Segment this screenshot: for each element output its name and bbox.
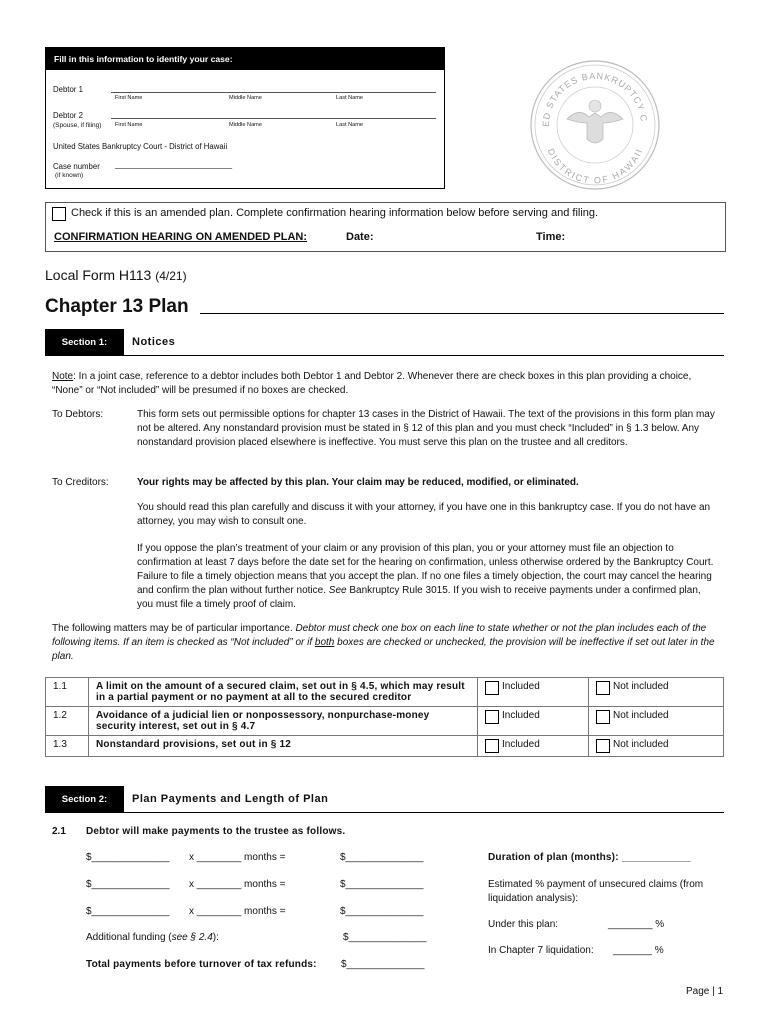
payment-total-field[interactable]: $______________	[340, 852, 424, 863]
table-row	[46, 678, 724, 707]
section1-label: Section 1:	[45, 329, 124, 356]
court-name: United States Bankruptcy Court - District of Hawaii	[53, 142, 228, 151]
additional-see: see § 2.4	[171, 932, 213, 943]
section2-title: Plan Payments and Length of Plan	[132, 793, 329, 805]
section2-label: Section 2:	[45, 786, 124, 813]
payment-amount-field[interactable]: $______________	[86, 879, 170, 890]
table-row	[46, 736, 724, 757]
payment-amount-field[interactable]: $______________	[86, 906, 170, 917]
hearing-label: CONFIRMATION HEARING ON AMENDED PLAN:	[54, 231, 307, 243]
title-rule	[200, 313, 724, 314]
item-text: A limit on the amount of a secured claim, set out in § 4.5, which may result in a partial payment or no payment at all to the secured creditor	[89, 678, 478, 707]
not-included-checkbox[interactable]	[596, 681, 610, 695]
matters-c: boxes are checked or unchecked, the provision will be ineffective if set out later in the plan.	[52, 637, 715, 662]
to-debtors-label: To Debtors:	[52, 409, 104, 420]
included-checkbox[interactable]	[485, 739, 499, 753]
debtor2-name-field[interactable]	[111, 118, 436, 119]
court-seal	[527, 57, 663, 193]
last-name-caption: Last Name	[336, 122, 364, 128]
creditors-paragraph-3	[137, 542, 719, 612]
case-info-box	[45, 47, 445, 189]
to-creditors-label: To Creditors:	[52, 477, 109, 488]
under-plan-label: Under this plan:	[488, 919, 559, 930]
case-number-label: Case number	[53, 162, 100, 171]
case-number-field[interactable]: ___________________________	[115, 160, 233, 169]
case-number-sub: (if known)	[55, 172, 84, 179]
included-label: Included	[502, 739, 540, 750]
item-text: Nonstandard provisions, set out in § 12	[89, 736, 478, 757]
p21-text: Debtor will make payments to the trustee as follows.	[86, 826, 346, 837]
to-debtors-text: This form sets out permissible options for chapter 13 cases in the District of Hawaii. The text of the provisions in this form plan may not be altered. Any nonstandard provision must be stated in § 12 of this plan and you must check “Included” in § 1.3 below. Any nonstandard provision placed elsewhere is ineffective. You must serve this plan on the trustee and all creditors.	[137, 409, 715, 448]
hearing-date-label: Date:	[346, 231, 374, 243]
debtor2-label: Debtor 2	[53, 111, 83, 120]
additional-a: Additional funding (	[86, 932, 172, 943]
amended-plan-box	[45, 202, 726, 252]
form-id	[45, 267, 187, 283]
included-checkbox[interactable]	[485, 710, 499, 724]
hearing-time-label: Time:	[536, 231, 566, 243]
payment-total-field[interactable]: $______________	[340, 906, 424, 917]
total-payments-field[interactable]: $______________	[341, 959, 425, 970]
form-id-name: Local Form H113	[45, 267, 152, 283]
case-info-header: Fill in this information to identify your case:	[46, 48, 444, 70]
not-included-label: Not included	[613, 739, 669, 750]
creditors-p3-b: Bankruptcy Rule 3015. If you wish to receive payments under a confirmed plan, you must file a timely proof of claim.	[137, 585, 701, 610]
item-number: 1.2	[46, 707, 89, 736]
note-text: : In a joint case, reference to a debtor includes both Debtor 1 and Debtor 2. Whenever there are check boxes in this plan providing a choice, “None” or “Not included” will be presumed if no boxes are checked.	[52, 371, 692, 396]
form-id-date: (4/21)	[155, 269, 187, 283]
under-plan-field[interactable]: ________ %	[608, 919, 665, 930]
payment-amount-field[interactable]: $______________	[86, 852, 170, 863]
total-payments-label: Total payments before turnover of tax refunds:	[86, 959, 317, 970]
svg-text:DISTRICT OF HAWAII	[546, 147, 645, 186]
plan-items-table	[45, 677, 724, 757]
not-included-checkbox[interactable]	[596, 710, 610, 724]
first-name-caption: First Name	[115, 122, 143, 128]
included-label: Included	[502, 710, 540, 721]
note-paragraph	[52, 370, 718, 398]
additional-funding-label	[86, 931, 219, 945]
middle-name-caption: Middle Name	[229, 95, 262, 101]
section1-title: Notices	[132, 336, 176, 348]
not-included-label: Not included	[613, 681, 669, 692]
creditors-paragraph-2: You should read this plan carefully and discuss it with your attorney, if you have one in this bankruptcy case. If you do not have an attorney, you may wish to consult one.	[137, 502, 711, 527]
matters-a: The following matters may be of particular importance.	[52, 623, 296, 634]
seal-bottom-text: DISTRICT OF HAWAII	[545, 146, 645, 186]
debtor1-name-field[interactable]	[111, 92, 436, 93]
not-included-label: Not included	[613, 710, 669, 721]
chapter7-label: In Chapter 7 liquidation:	[488, 945, 594, 956]
p21-number: 2.1	[52, 826, 66, 837]
amended-plan-text: Check if this is an amended plan. Complete confirmation hearing information below before serving and filing.	[71, 207, 599, 219]
payment-months-field[interactable]: x ________ months =	[189, 879, 286, 890]
amended-plan-checkbox[interactable]	[52, 207, 66, 221]
table-row	[46, 707, 724, 736]
item-number: 1.3	[46, 736, 89, 757]
seal-top-text: ED STATES BANKRUPTCY C	[540, 70, 650, 127]
first-name-caption: First Name	[115, 95, 143, 101]
item-text: Avoidance of a judicial lien or nonpossessory, nonpurchase-money security interest, set out in § 4.7	[89, 707, 478, 736]
payment-months-field[interactable]: x ________ months =	[189, 852, 286, 863]
duration-field[interactable]: Duration of plan (months): ____________	[488, 852, 691, 863]
additional-funding-field[interactable]: $______________	[343, 932, 427, 943]
last-name-caption: Last Name	[336, 95, 364, 101]
creditors-p3-see: See	[328, 585, 347, 596]
page-number: Page | 1	[686, 986, 724, 997]
middle-name-caption: Middle Name	[229, 122, 262, 128]
debtor1-label: Debtor 1	[53, 85, 83, 94]
matters-both: both	[314, 637, 335, 648]
additional-b: ):	[212, 932, 219, 943]
section2-rule	[124, 812, 724, 813]
note-label: Note	[52, 371, 74, 382]
creditors-p3-a: If you oppose the plan’s treatment of your claim or any provision of this plan, you or your attorney must file an objection to confirmation at least 7 days before the date set for the hearing on confirmation, unless otherwise ordered by the Bankruptcy Court. Failure to file a timely objection means that you accept the plan. If no one files a timely objection, the court may cancel the hearing and confirm the plan without further notice.	[137, 543, 714, 596]
included-label: Included	[502, 681, 540, 692]
matters-paragraph	[52, 622, 718, 664]
included-checkbox[interactable]	[485, 681, 499, 695]
page-title: Chapter 13 Plan	[45, 296, 189, 317]
item-number: 1.1	[46, 678, 89, 707]
chapter7-field[interactable]: _______ %	[613, 945, 664, 956]
not-included-checkbox[interactable]	[596, 739, 610, 753]
section1-rule	[124, 355, 724, 356]
to-creditors-warning: Your rights may be affected by this plan. Your claim may be reduced, modified, or eliminated.	[137, 477, 579, 488]
estimated-label: Estimated % payment of unsecured claims (from liquidation analysis):	[488, 879, 704, 904]
matters-b: Debtor must check one box on each line to state whether or not the plan includes each of the following items. If an item is checked as “Not included” or if	[52, 623, 707, 648]
debtor2-sub: (Spouse, if filing)	[53, 122, 102, 129]
payment-total-field[interactable]: $______________	[340, 879, 424, 890]
payment-months-field[interactable]: x ________ months =	[189, 906, 286, 917]
